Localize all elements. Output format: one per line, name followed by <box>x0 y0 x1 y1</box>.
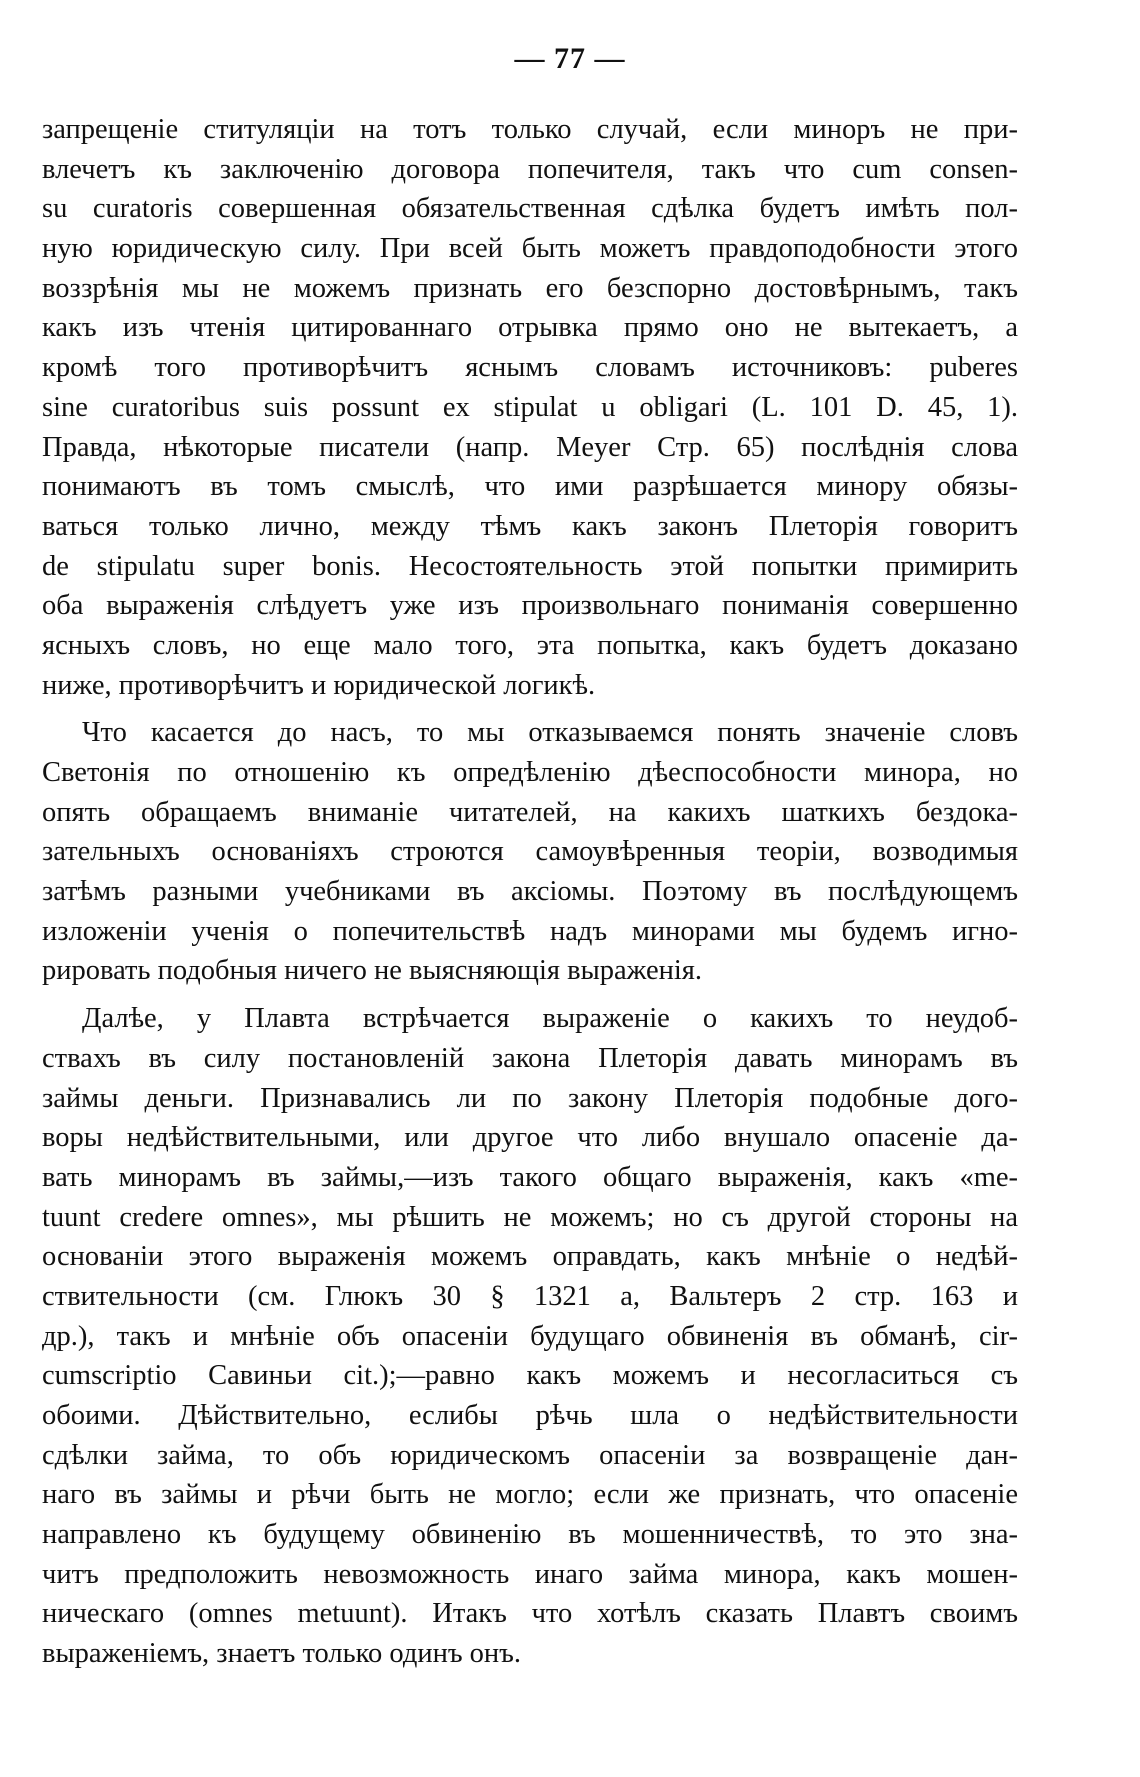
text-line: основаніи этого выраженія можемъ оправдать, какъ мнѣніе о недѣй- <box>42 1241 1018 1273</box>
text-line: кромѣ того противорѣчитъ яснымъ словамъ источниковъ: puberes <box>42 352 1018 384</box>
text-line: выраженіемъ, знаетъ только одинъ онъ. <box>42 1638 522 1670</box>
text-line: направлено къ будущему обвиненію въ мошенничествѣ, то это зна- <box>42 1519 1018 1551</box>
text-line: оба выраженія слѣдуетъ уже изъ произвольнаго пониманія совершенно <box>42 590 1018 622</box>
text-line: ваться только лично, между тѣмъ какъ законъ Плеторія говоритъ <box>42 510 1018 542</box>
text-line: опять обращаемъ вниманіе читателей, на какихъ шаткихъ бездока- <box>42 796 1018 828</box>
text-line: Правда, нѣкоторые писатели (напр. Meyer Стр. 65) послѣднія слова <box>42 431 1018 463</box>
text-line: воззрѣнія мы не можемъ признать его безспорно достовѣрнымъ, такъ <box>42 272 1018 304</box>
text-line: запрещеніе ституляціи на тотъ только случай, если миноръ не при- <box>42 114 1018 145</box>
paragraph-1 <box>42 110 1018 705</box>
text-line: Светонія по отношенію къ опредѣленію дѣеспособности минора, но <box>42 757 1018 788</box>
text-line: de stipulatu super bonis. Несостоятельность этой попытки примирить <box>42 550 1018 582</box>
text-line: ниже, противорѣчитъ и юридической логикѣ. <box>42 669 596 701</box>
text-line: tuunt credere omnes», мы рѣшить не можемъ; но съ другой стороны на <box>42 1201 1018 1233</box>
text-line: затѣмъ разными учебниками въ аксіомы. Поэтому въ послѣдующемъ <box>42 876 1018 908</box>
paragraph-2 <box>42 713 1018 991</box>
paragraph-3 <box>42 999 1018 1674</box>
page-number: — 77 — <box>514 42 626 75</box>
text-line: Далѣе, у Плавта встрѣчается выраженіе о какихъ то неудоб- <box>82 1003 1018 1035</box>
text-line: Что касается до насъ, то мы отказываемся понять значеніе словъ <box>82 717 1018 749</box>
text-line: ствительности (см. Глюкъ 30 § 1321 a, Вальтеръ 2 стр. 163 и <box>42 1280 1018 1312</box>
text-line: ную юридическую силу. При всей быть можетъ правдоподобности этого <box>42 233 1018 265</box>
body-text <box>42 110 1018 1674</box>
text-line: читъ предположить невозможность инаго займа минора, какъ мошен- <box>42 1558 1018 1590</box>
text-line: др.), такъ и мнѣніе объ опасеніи будущаго обвиненія въ обманѣ, cir- <box>42 1320 1018 1352</box>
text-line: ническаго (omnes metuunt). Итакъ что хотѣлъ сказать Плавтъ своимъ <box>42 1598 1018 1630</box>
text-line: какъ изъ чтенія цитированнаго отрывка прямо оно не вытекаетъ, а <box>42 312 1018 344</box>
text-line: вать минорамъ въ займы,—изъ такого общаго выраженія, какъ «me- <box>42 1161 1018 1193</box>
text-line: обоими. Дѣйствительно, еслибы рѣчь шла о недѣйствительности <box>42 1400 1018 1431</box>
text-line: наго въ займы и рѣчи быть не могло; если же признать, что опасеніе <box>42 1479 1018 1511</box>
text-line: понимаютъ въ томъ смыслѣ, что ими разрѣшается минору обязы- <box>42 471 1018 503</box>
text-line: cumscriptio Савиньи cit.);—равно какъ можемъ и несогласиться съ <box>42 1360 1018 1392</box>
text-line: sine curatoribus suis possunt ex stipulat u obligari (L. 101 D. 45, 1). <box>42 391 1018 423</box>
text-line: сдѣлки займа, то объ юридическомъ опасеніи за возвращеніе дан- <box>42 1439 1018 1471</box>
text-line: изложеніи ученія о попечительствѣ надъ минорами мы будемъ игно- <box>42 915 1018 947</box>
text-line: влечетъ къ заключенію договора попечителя, такъ что cum consen- <box>42 153 1018 185</box>
text-line: зательныхъ основаніяхъ строются самоувѣренныя теоріи, возводимыя <box>42 836 1018 868</box>
text-line: ясныхъ словъ, но еще мало того, эта попытка, какъ будетъ доказано <box>42 629 1018 661</box>
text-line: займы деньги. Признавались ли по закону Плеторія подобные дого- <box>42 1082 1018 1114</box>
text-line: рировать подобныя ничего не выясняющія выраженія. <box>42 955 702 987</box>
text-line: su curatoris совершенная обязательственная сдѣлка будетъ имѣть пол- <box>42 193 1018 225</box>
text-line: ствахъ въ силу постановленій закона Плеторія давать минорамъ въ <box>42 1042 1018 1074</box>
text-line: воры недѣйствительными, или другое что либо внушало опасеніе да- <box>42 1122 1018 1154</box>
